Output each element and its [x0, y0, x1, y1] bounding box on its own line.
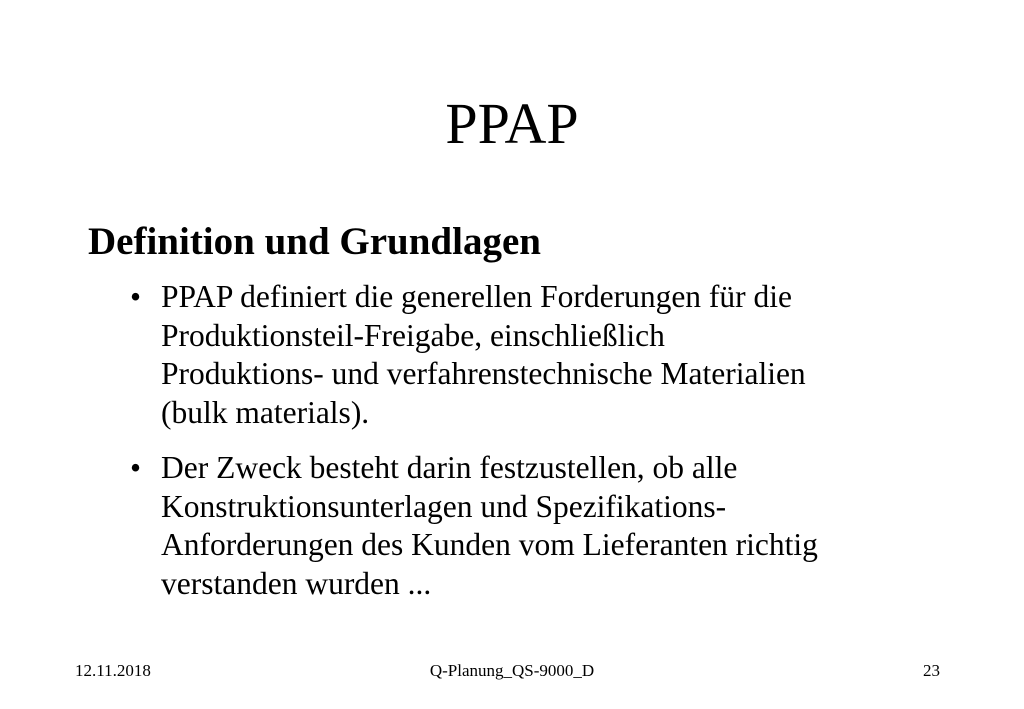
bullet-text-line: Anforderungen des Kunden vom Lieferanten richtig	[161, 527, 818, 562]
bullet-item	[130, 278, 960, 432]
bullet-text-line: Produktions- und verfahrenstechnische Materialien	[161, 356, 806, 391]
slide-title: PPAP	[445, 91, 579, 156]
bullet-text-line: Der Zweck besteht darin festzustellen, ob alle	[161, 450, 738, 485]
bullet-text-line: Konstruktionsunterlagen und Spezifikations-	[161, 488, 727, 524]
bullet-text-line: (bulk materials).	[161, 394, 370, 430]
bullet-list	[130, 278, 960, 620]
footer-page-number: 23	[923, 661, 940, 680]
bullet-text-line: verstanden wurden ...	[161, 565, 432, 601]
footer-date: 12.11.2018	[75, 661, 151, 680]
bullet-item	[130, 449, 960, 603]
slide-subtitle: Definition und Grundlagen	[88, 220, 541, 263]
bullet-marker: •	[130, 279, 142, 314]
bullet-marker: •	[130, 450, 142, 485]
bullet-text-line: Produktionsteil-Freigabe, einschließlich	[161, 317, 665, 353]
bullet-text-line: PPAP definiert die generellen Forderungen für die	[161, 279, 793, 314]
footer-title: Q-Planung_QS-9000_D	[429, 661, 595, 680]
